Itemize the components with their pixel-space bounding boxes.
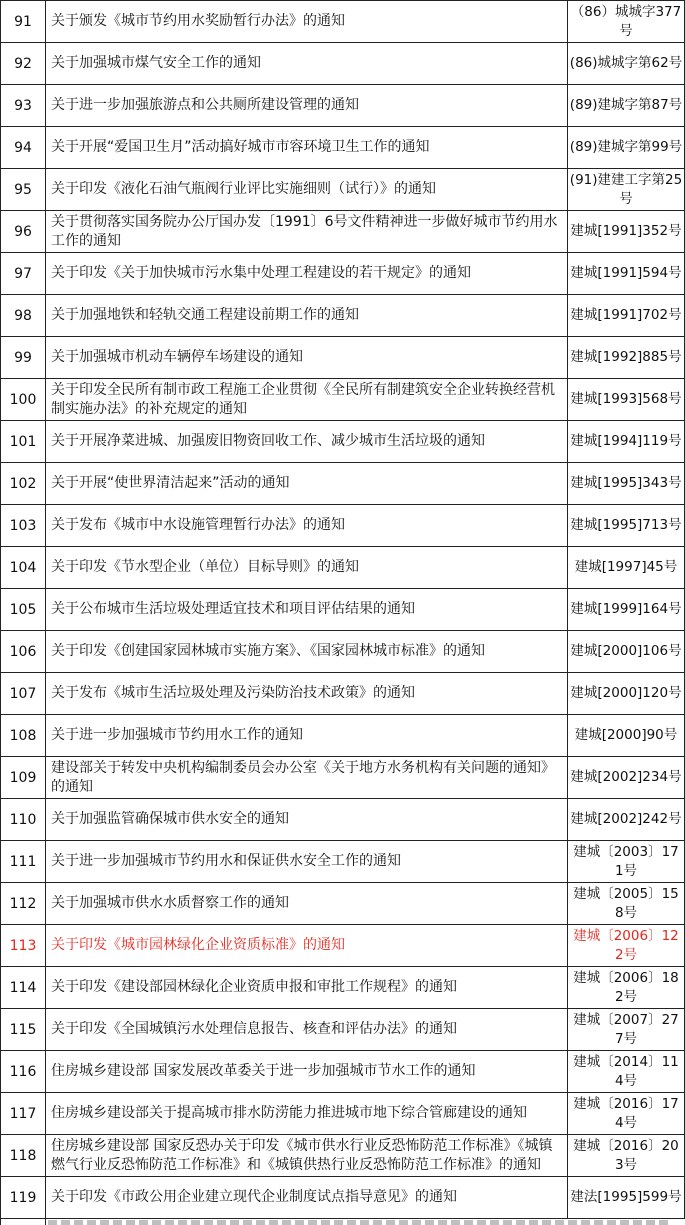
row-number: 118 <box>1 1135 46 1177</box>
document-title: 关于公布城市生活垃圾处理适宜技术和项目评估结果的通知 <box>51 601 415 617</box>
table-row <box>1 925 685 967</box>
document-number: 建城[1991]702号 <box>570 307 682 323</box>
document-number-cell <box>568 85 685 127</box>
document-number: 建城[2000]90号 <box>574 727 678 743</box>
row-number: 105 <box>1 589 46 631</box>
document-number: 建城[2002]234号 <box>570 769 682 785</box>
document-title: 关于加强城市机动车辆停车场建设的通知 <box>51 349 303 365</box>
document-title: 关于加强监管确保城市供水安全的通知 <box>51 811 289 827</box>
table-row <box>1 1 685 43</box>
document-title: 关于印发《市政公用企业建立现代企业制度试点指导意见》的通知 <box>51 1189 457 1205</box>
document-title: 住房城乡建设部 国家发展改革委关于进一步加强城市节水工作的通知 <box>51 1063 476 1079</box>
document-number: 建城〔2016〕174号 <box>573 1095 679 1131</box>
document-number-cell <box>568 715 685 757</box>
document-number-cell <box>568 421 685 463</box>
document-number-cell <box>568 505 685 547</box>
table-row <box>1 379 685 421</box>
table-row <box>1 127 685 169</box>
table-row <box>1 421 685 463</box>
document-title-cell <box>46 925 568 967</box>
document-number: 建城[1991]352号 <box>570 223 682 239</box>
row-number: 107 <box>1 673 46 715</box>
row-number: 97 <box>1 253 46 295</box>
row-number: 109 <box>1 757 46 799</box>
row-number: 113 <box>1 925 46 967</box>
document-title-cell <box>46 295 568 337</box>
document-title: 关于开展“使世界清洁起来”活动的通知 <box>51 475 290 491</box>
table-row <box>1 505 685 547</box>
document-title: 关于加强地铁和轻轨交通工程建设前期工作的通知 <box>51 307 359 323</box>
document-title-cell <box>46 757 568 799</box>
document-title: 关于发布《城市中水设施管理暂行办法》的通知 <box>51 517 345 533</box>
document-number: 建城[1994]119号 <box>570 433 682 449</box>
document-title-cell <box>46 1093 568 1135</box>
table-row <box>1 673 685 715</box>
table-row <box>1 211 685 253</box>
document-title: 建设部关于转发中央机构编制委员会办公室《关于地方水务机构有关问题的通知》的通知 <box>51 759 555 795</box>
document-title: 关于开展“爱国卫生月”活动搞好城市市容环境卫生工作的通知 <box>51 139 430 155</box>
document-title-cell <box>46 1051 568 1093</box>
document-title: 关于印发《节水型企业（单位）目标导则》的通知 <box>51 559 359 575</box>
document-title-cell <box>46 883 568 925</box>
table-row <box>1 1009 685 1051</box>
document-number: （86）城城字377号 <box>570 3 682 39</box>
document-number-cell <box>568 1177 685 1219</box>
document-number-cell <box>568 43 685 85</box>
document-title: 住房城乡建设部 国家反恐办关于印发《城市供水行业反恐怖防范工作标准》《城镇燃气行业反恐怖防范工作标准》和《城镇供热行业反恐怖防范工作标准》的通知 <box>51 1137 553 1173</box>
cropped-text-fragment <box>48 1220 668 1225</box>
document-title-cell <box>46 715 568 757</box>
document-number: 建城〔2006〕182号 <box>573 969 679 1005</box>
row-number: 94 <box>1 127 46 169</box>
row-number: 104 <box>1 547 46 589</box>
document-number-cell <box>568 1009 685 1051</box>
document-number: 建城[1999]164号 <box>570 601 682 617</box>
table-row <box>1 631 685 673</box>
document-title-cell <box>46 547 568 589</box>
row-number: 115 <box>1 1009 46 1051</box>
document-title-cell <box>46 43 568 85</box>
table-row <box>1 295 685 337</box>
document-title: 关于印发《创建国家园林城市实施方案》、《国家园林城市标准》的通知 <box>51 643 485 659</box>
document-title-cell <box>46 211 568 253</box>
document-number: 建城〔2006〕122号 <box>573 927 679 963</box>
document-number: (91)建建工字第25号 <box>569 171 683 207</box>
document-title-cell <box>46 967 568 1009</box>
table-row <box>1 1177 685 1219</box>
document-title-cell <box>46 169 568 211</box>
document-number: 建城〔2014〕114号 <box>573 1053 679 1089</box>
document-title-cell <box>46 1 568 43</box>
table-row <box>1 253 685 295</box>
document-number: 建城〔2007〕277号 <box>573 1011 679 1047</box>
row-number: 91 <box>1 1 46 43</box>
document-title: 关于印发《液化石油气瓶阀行业评比实施细则（试行）》的通知 <box>51 181 436 197</box>
document-title: 关于加强城市煤气安全工作的通知 <box>51 55 261 71</box>
document-title-cell <box>46 631 568 673</box>
document-number-cell <box>568 463 685 505</box>
table-row <box>1 85 685 127</box>
document-title-cell <box>46 85 568 127</box>
document-number-cell <box>568 631 685 673</box>
document-number-cell <box>568 547 685 589</box>
document-number-cell <box>568 925 685 967</box>
table-border-divider <box>45 1214 46 1225</box>
cropped-next-row <box>0 1214 685 1225</box>
table-row <box>1 589 685 631</box>
document-number-cell <box>568 1093 685 1135</box>
document-title-cell <box>46 799 568 841</box>
document-title-cell <box>46 841 568 883</box>
document-number-cell <box>568 337 685 379</box>
table-row <box>1 463 685 505</box>
document-title: 关于颁发《城市节约用水奖励暂行办法》的通知 <box>51 13 345 29</box>
table-row <box>1 337 685 379</box>
document-number-cell <box>568 211 685 253</box>
document-number: 建城〔2003〕171号 <box>573 843 679 879</box>
document-number-cell <box>568 127 685 169</box>
row-number: 102 <box>1 463 46 505</box>
document-number-cell <box>568 589 685 631</box>
document-number: 建城[1997]45号 <box>574 559 678 575</box>
document-title: 关于开展净菜进城、加强废旧物资回收工作、减少城市生活垃圾的通知 <box>51 433 485 449</box>
row-number: 117 <box>1 1093 46 1135</box>
document-title-cell <box>46 463 568 505</box>
regulation-table-body <box>1 1 685 1219</box>
document-title-cell <box>46 127 568 169</box>
document-title: 关于进一步加强城市节约用水和保证供水安全工作的通知 <box>51 853 401 869</box>
document-title-cell <box>46 1135 568 1177</box>
document-title: 关于发布《城市生活垃圾处理及污染防治技术政策》的通知 <box>51 685 415 701</box>
row-number: 112 <box>1 883 46 925</box>
document-title: 关于进一步加强城市节约用水工作的通知 <box>51 727 303 743</box>
document-title-cell <box>46 1009 568 1051</box>
document-number-cell <box>568 841 685 883</box>
document-title: 关于印发全民所有制市政工程施工企业贯彻《全民所有制建筑安全企业转换经营机制实施办法》的补充规定的通知 <box>51 381 555 417</box>
row-number: 100 <box>1 379 46 421</box>
table-row <box>1 967 685 1009</box>
document-title-cell <box>46 589 568 631</box>
document-title: 关于进一步加强旅游点和公共厕所建设管理的通知 <box>51 97 359 113</box>
document-number-cell <box>568 379 685 421</box>
row-number: 99 <box>1 337 46 379</box>
table-row <box>1 1135 685 1177</box>
document-number-cell <box>568 253 685 295</box>
document-number: 建城〔2016〕203号 <box>573 1137 679 1173</box>
document-number: 建城〔2005〕158号 <box>573 885 679 921</box>
document-number-cell <box>568 673 685 715</box>
document-number-cell <box>568 1 685 43</box>
document-title: 关于加强城市供水水质督察工作的通知 <box>51 895 289 911</box>
document-number: (89)建城字第87号 <box>569 97 683 113</box>
table-row <box>1 1093 685 1135</box>
document-number-cell <box>568 1135 685 1177</box>
document-number: 建法[1995]599号 <box>570 1189 682 1205</box>
document-number-cell <box>568 1051 685 1093</box>
document-number: 建城[2000]106号 <box>570 643 682 659</box>
document-number-cell <box>568 967 685 1009</box>
table-row <box>1 43 685 85</box>
document-title-cell <box>46 379 568 421</box>
document-title: 关于印发《建设部园林绿化企业资质申报和审批工作规程》的通知 <box>51 979 457 995</box>
table-border-left <box>0 1214 1 1225</box>
document-title-cell <box>46 421 568 463</box>
document-number-cell <box>568 169 685 211</box>
document-title-cell <box>46 673 568 715</box>
document-number: 建城[1993]568号 <box>570 391 682 407</box>
row-number: 106 <box>1 631 46 673</box>
document-number: (86)城城字第62号 <box>569 55 683 71</box>
document-number: 建城[1991]594号 <box>570 265 682 281</box>
row-number: 108 <box>1 715 46 757</box>
row-number: 111 <box>1 841 46 883</box>
table-row <box>1 547 685 589</box>
document-title-cell <box>46 253 568 295</box>
document-number-cell <box>568 883 685 925</box>
table-row <box>1 169 685 211</box>
table-row <box>1 799 685 841</box>
table-row <box>1 1051 685 1093</box>
row-number: 98 <box>1 295 46 337</box>
document-title-cell <box>46 505 568 547</box>
row-number: 103 <box>1 505 46 547</box>
document-title: 关于印发《全国城镇污水处理信息报告、核查和评估办法》的通知 <box>51 1021 457 1037</box>
table-row <box>1 883 685 925</box>
row-number: 93 <box>1 85 46 127</box>
document-number-cell <box>568 295 685 337</box>
row-number: 101 <box>1 421 46 463</box>
table-row <box>1 841 685 883</box>
document-number: 建城[1995]713号 <box>570 517 682 533</box>
row-number: 110 <box>1 799 46 841</box>
row-number: 92 <box>1 43 46 85</box>
row-number: 96 <box>1 211 46 253</box>
document-number: 建城[1992]885号 <box>570 349 682 365</box>
document-number: 建城[1995]343号 <box>570 475 682 491</box>
document-title: 关于印发《关于加快城市污水集中处理工程建设的若干规定》的通知 <box>51 265 471 281</box>
document-number-cell <box>568 757 685 799</box>
table-row <box>1 715 685 757</box>
row-number: 95 <box>1 169 46 211</box>
row-number: 116 <box>1 1051 46 1093</box>
document-title: 关于印发《城市园林绿化企业资质标准》的通知 <box>51 937 345 953</box>
row-number: 114 <box>1 967 46 1009</box>
document-number: 建城[2000]120号 <box>570 685 682 701</box>
document-number: (89)建城字第99号 <box>569 139 683 155</box>
document-title-cell <box>46 337 568 379</box>
document-title-cell <box>46 1177 568 1219</box>
document-number: 建城[2002]242号 <box>570 811 682 827</box>
row-number: 119 <box>1 1177 46 1219</box>
document-title: 住房城乡建设部关于提高城市排水防涝能力推进城市地下综合管廊建设的通知 <box>51 1105 527 1121</box>
document-title: 关于贯彻落实国务院办公厅国办发〔1991〕6号文件精神进一步做好城市节约用水工作的通知 <box>51 213 558 249</box>
table-row <box>1 757 685 799</box>
document-number-cell <box>568 799 685 841</box>
